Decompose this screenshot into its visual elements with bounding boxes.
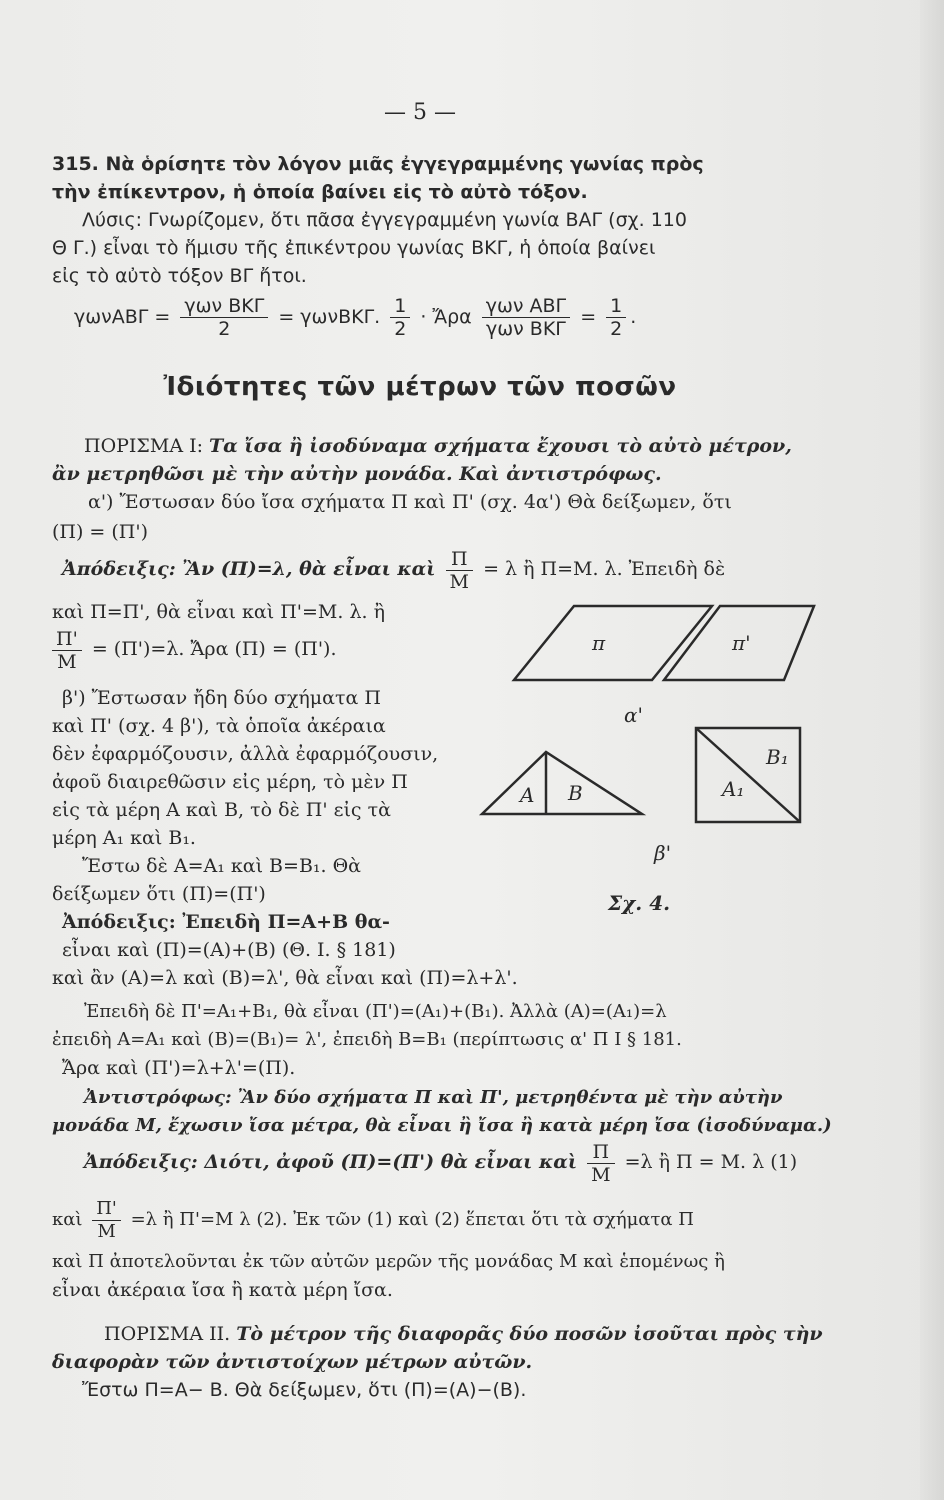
c3-den: Μ bbox=[591, 1163, 611, 1186]
c4-rest: =λ ἢ Π'=Μ λ (2). Ἐκ τῶν (1) καὶ (2) ἕπεται ὅτι τὰ σχήματα Π bbox=[130, 1209, 694, 1230]
label-A: Α bbox=[520, 783, 535, 807]
l7-text: = (Π')=λ. Ἄρα (Π) = (Π'). bbox=[91, 638, 337, 660]
c3-num: Π bbox=[587, 1141, 614, 1164]
part-b-line14: Ἄρα καὶ (Π')=λ+λ'=(Π). bbox=[62, 1057, 296, 1079]
c4-kai: καὶ bbox=[52, 1209, 83, 1230]
part-b-line10: εἶναι καὶ (Π)=(Α)+(Β) (Θ. Ι. § 181) bbox=[62, 939, 396, 961]
eq-fraction-4 bbox=[606, 295, 626, 340]
eq-frac1-num: γων ΒΚΓ bbox=[180, 295, 268, 318]
proof-a-rest: = λ ἢ Π=Μ. λ. Ἐπειδὴ δὲ bbox=[483, 558, 726, 580]
converse-line5: καὶ Π ἀποτελοῦνται ἐκ τῶν αὐτῶν μερῶν τῆς μονάδας Μ καὶ ἑπομένως ἢ bbox=[52, 1251, 725, 1272]
porisma2-line2: διαφορὰν τῶν ἀντιστοίχων μέτρων αὐτῶν. bbox=[52, 1351, 533, 1373]
label-A1: Α₁ bbox=[722, 777, 745, 801]
porisma2-label: ΠΟΡΙΣΜΑ ΙΙ. bbox=[104, 1323, 231, 1345]
label-pi-prime: π' bbox=[732, 631, 751, 655]
converse-proof-rest: =λ ἢ Π = Μ. λ (1) bbox=[624, 1151, 798, 1173]
eq-frac3-num: γων ΑΒΓ bbox=[482, 295, 570, 318]
figure-caption: Σχ. 4. bbox=[608, 891, 671, 915]
eq-fraction-3 bbox=[482, 295, 570, 340]
porisma1-line2: ἂν μετρηθῶσι μὲ τὴν αὐτὴν μονάδα. Καὶ ἀντιστρόφως. bbox=[52, 463, 662, 485]
problem-315-line1: 315. Νὰ ὁρίσητε τὸν λόγον μιᾶς ἐγγεγραμμένης γωνίας πρὸς bbox=[52, 153, 704, 175]
problem-315-line2: τὴν ἐπίκεντρον, ἡ ὁποία βαίνει εἰς τὸ αὐτὸ τόξον. bbox=[52, 181, 588, 203]
part-b-line7: Ἔστω δὲ Α=Α₁ καὶ Β=Β₁. Θὰ bbox=[82, 855, 362, 877]
l7-num: Π' bbox=[52, 628, 82, 651]
proof-a-den: Μ bbox=[449, 570, 470, 593]
converse-fraction-2 bbox=[92, 1198, 121, 1243]
part-b-line5: εἰς τὰ μέρη Α καὶ Β, τὸ δὲ Π' εἰς τὰ bbox=[52, 799, 391, 821]
converse-fraction-1 bbox=[587, 1141, 614, 1186]
part-b-line8: δείξωμεν ὅτι (Π)=(Π') bbox=[52, 883, 266, 905]
figure-4 bbox=[474, 592, 824, 922]
proof-a-num: Π bbox=[446, 548, 473, 571]
label-pi: π bbox=[592, 631, 606, 655]
solution-line3: εἰς τὸ αὐτὸ τόξον ΒΓ ἤτοι. bbox=[52, 265, 307, 287]
triangle-pi bbox=[482, 752, 642, 814]
porisma2-line3: Ἔστω Π=Α− Β. Θὰ δείξωμεν, ὅτι (Π)=(Α)−(Β). bbox=[82, 1379, 527, 1401]
porisma1-line3: α') Ἔστωσαν δύο ἴσα σχήματα Π καὶ Π' (σχ. 4α') Θὰ δείξωμεν, ὅτι bbox=[88, 491, 732, 513]
proof-a-fraction bbox=[446, 548, 473, 593]
eq-frac3-den: γων ΒΚΓ bbox=[485, 318, 566, 340]
page-number: — 5 — bbox=[384, 100, 456, 125]
eq-left: γωνΑΒΓ = bbox=[74, 306, 171, 328]
porisma2-line1 bbox=[104, 1322, 824, 1346]
eq-ara: · Ἄρα bbox=[420, 306, 472, 328]
eq-frac4-den: 2 bbox=[610, 318, 623, 340]
eq-equals: = bbox=[580, 306, 597, 328]
solution-line2: Θ Γ.) εἶναι τὸ ἥμισυ τῆς ἐπικέντρου γωνίας ΒΚΓ, ἡ ὁποία βαίνει bbox=[52, 237, 656, 259]
label-beta: β' bbox=[654, 841, 672, 865]
l7-den: Μ bbox=[57, 650, 77, 673]
part-b-line9: Ἀπόδειξις: Ἐπειδὴ Π=Α+Β θα- bbox=[62, 911, 390, 933]
porisma1-line6: καὶ Π=Π', θὰ εἶναι καὶ Π'=Μ. λ. ἢ bbox=[52, 601, 385, 623]
porisma1-line1 bbox=[84, 434, 824, 458]
converse-line2: μονάδα Μ, ἔχωσιν ἴσα μέτρα, θὰ εἶναι ἢ ἴσα ἢ κατὰ μέρη ἴσα (ἰσοδύναμα.) bbox=[52, 1115, 832, 1136]
part-b-line6: μέρη Α₁ καὶ Β₁. bbox=[52, 827, 196, 849]
part-b-line11: καὶ ἂν (Α)=λ καὶ (Β)=λ', θὰ εἶναι καὶ (Π)=λ+λ'. bbox=[52, 967, 518, 989]
part-b-line3: δὲν ἐφαρμόζουσιν, ἀλλὰ ἐφαρμόζουσιν, bbox=[52, 743, 439, 765]
equation-row bbox=[74, 292, 844, 342]
eq-frac2-den: 2 bbox=[394, 318, 407, 340]
porisma1-line4: (Π) = (Π') bbox=[52, 521, 149, 543]
c4-num: Π' bbox=[92, 1198, 121, 1221]
c4-den: Μ bbox=[97, 1220, 116, 1242]
eq-fraction-2 bbox=[390, 295, 410, 340]
eq-frac1-den: 2 bbox=[218, 318, 231, 340]
section-title: Ἰδιότητες τῶν μέτρων τῶν ποσῶν bbox=[163, 372, 677, 402]
label-alpha: α' bbox=[624, 703, 644, 727]
square-diagonal bbox=[696, 728, 800, 822]
page-edge bbox=[920, 0, 944, 1500]
eq-end: . bbox=[630, 306, 637, 328]
l7-fraction bbox=[52, 628, 82, 673]
part-b-line1: β') Ἔστωσαν ἤδη δύο σχήματα Π bbox=[62, 687, 381, 709]
eq-fraction-1 bbox=[180, 295, 268, 340]
converse-line6: εἶναι ἀκέραια ἴσα ἢ κατὰ μέρη ἴσα. bbox=[52, 1279, 393, 1301]
proof-a-text: Ἀπόδειξις: Ἂν (Π)=λ, θὰ εἶναι καὶ bbox=[62, 558, 436, 580]
part-b-line2: καὶ Π' (σχ. 4 β'), τὰ ὁποῖα ἀκέραια bbox=[52, 715, 386, 737]
porisma1-proof-line bbox=[62, 545, 822, 593]
figure-4-svg bbox=[474, 592, 824, 922]
part-b-line4: ἀφοῦ διαιρεθῶσιν εἰς μέρη, τὸ μὲν Π bbox=[52, 771, 408, 793]
parallelogram-pi bbox=[514, 606, 712, 680]
converse-proof-label: Ἀπόδειξις: Διότι, ἀφοῦ (Π)=(Π') θὰ εἶναι καὶ bbox=[84, 1151, 578, 1173]
solution-line1: Λύσις: Γνωρίζομεν, ὅτι πᾶσα ἐγγεγραμμένη γωνία ΒΑΓ (σχ. 110 bbox=[82, 209, 687, 231]
porisma2-statement: Τὸ μέτρον τῆς διαφορᾶς δύο ποσῶν ἰσοῦται πρὸς τὴν bbox=[236, 1323, 823, 1345]
part-b-line12: Ἐπειδὴ δὲ Π'=Α₁+Β₁, θὰ εἶναι (Π')=(Α₁)+(Β₁). Ἀλλὰ (Α)=(Α₁)=λ bbox=[84, 1001, 667, 1022]
eq-frac4-num: 1 bbox=[606, 295, 626, 318]
eq-frac2-num: 1 bbox=[390, 295, 410, 318]
label-B: Β bbox=[568, 781, 583, 805]
porisma1-label: ΠΟΡΙΣΜΑ Ι: bbox=[84, 435, 203, 457]
label-B1: Β₁ bbox=[766, 745, 789, 769]
converse-line4 bbox=[52, 1196, 822, 1244]
eq-mid: = γωνΒΚΓ. bbox=[278, 306, 381, 328]
porisma1-statement: Τα ἴσα ἢ ἰσοδύναμα σχήματα ἔχουσι τὸ αὐτὸ μέτρον, bbox=[209, 435, 792, 457]
converse-line1: Ἀντιστρόφως: Ἂν δύο σχήματα Π καὶ Π', μετρηθέντα μὲ τὴν αὐτὴν bbox=[84, 1087, 783, 1108]
part-b-line13: ἐπειδὴ Α=Α₁ καὶ (Β)=(Β₁)= λ', ἐπειδὴ Β=Β₁ (περίπτωσις α' Π Ι § 181. bbox=[52, 1029, 682, 1050]
converse-proof-line bbox=[84, 1138, 854, 1186]
